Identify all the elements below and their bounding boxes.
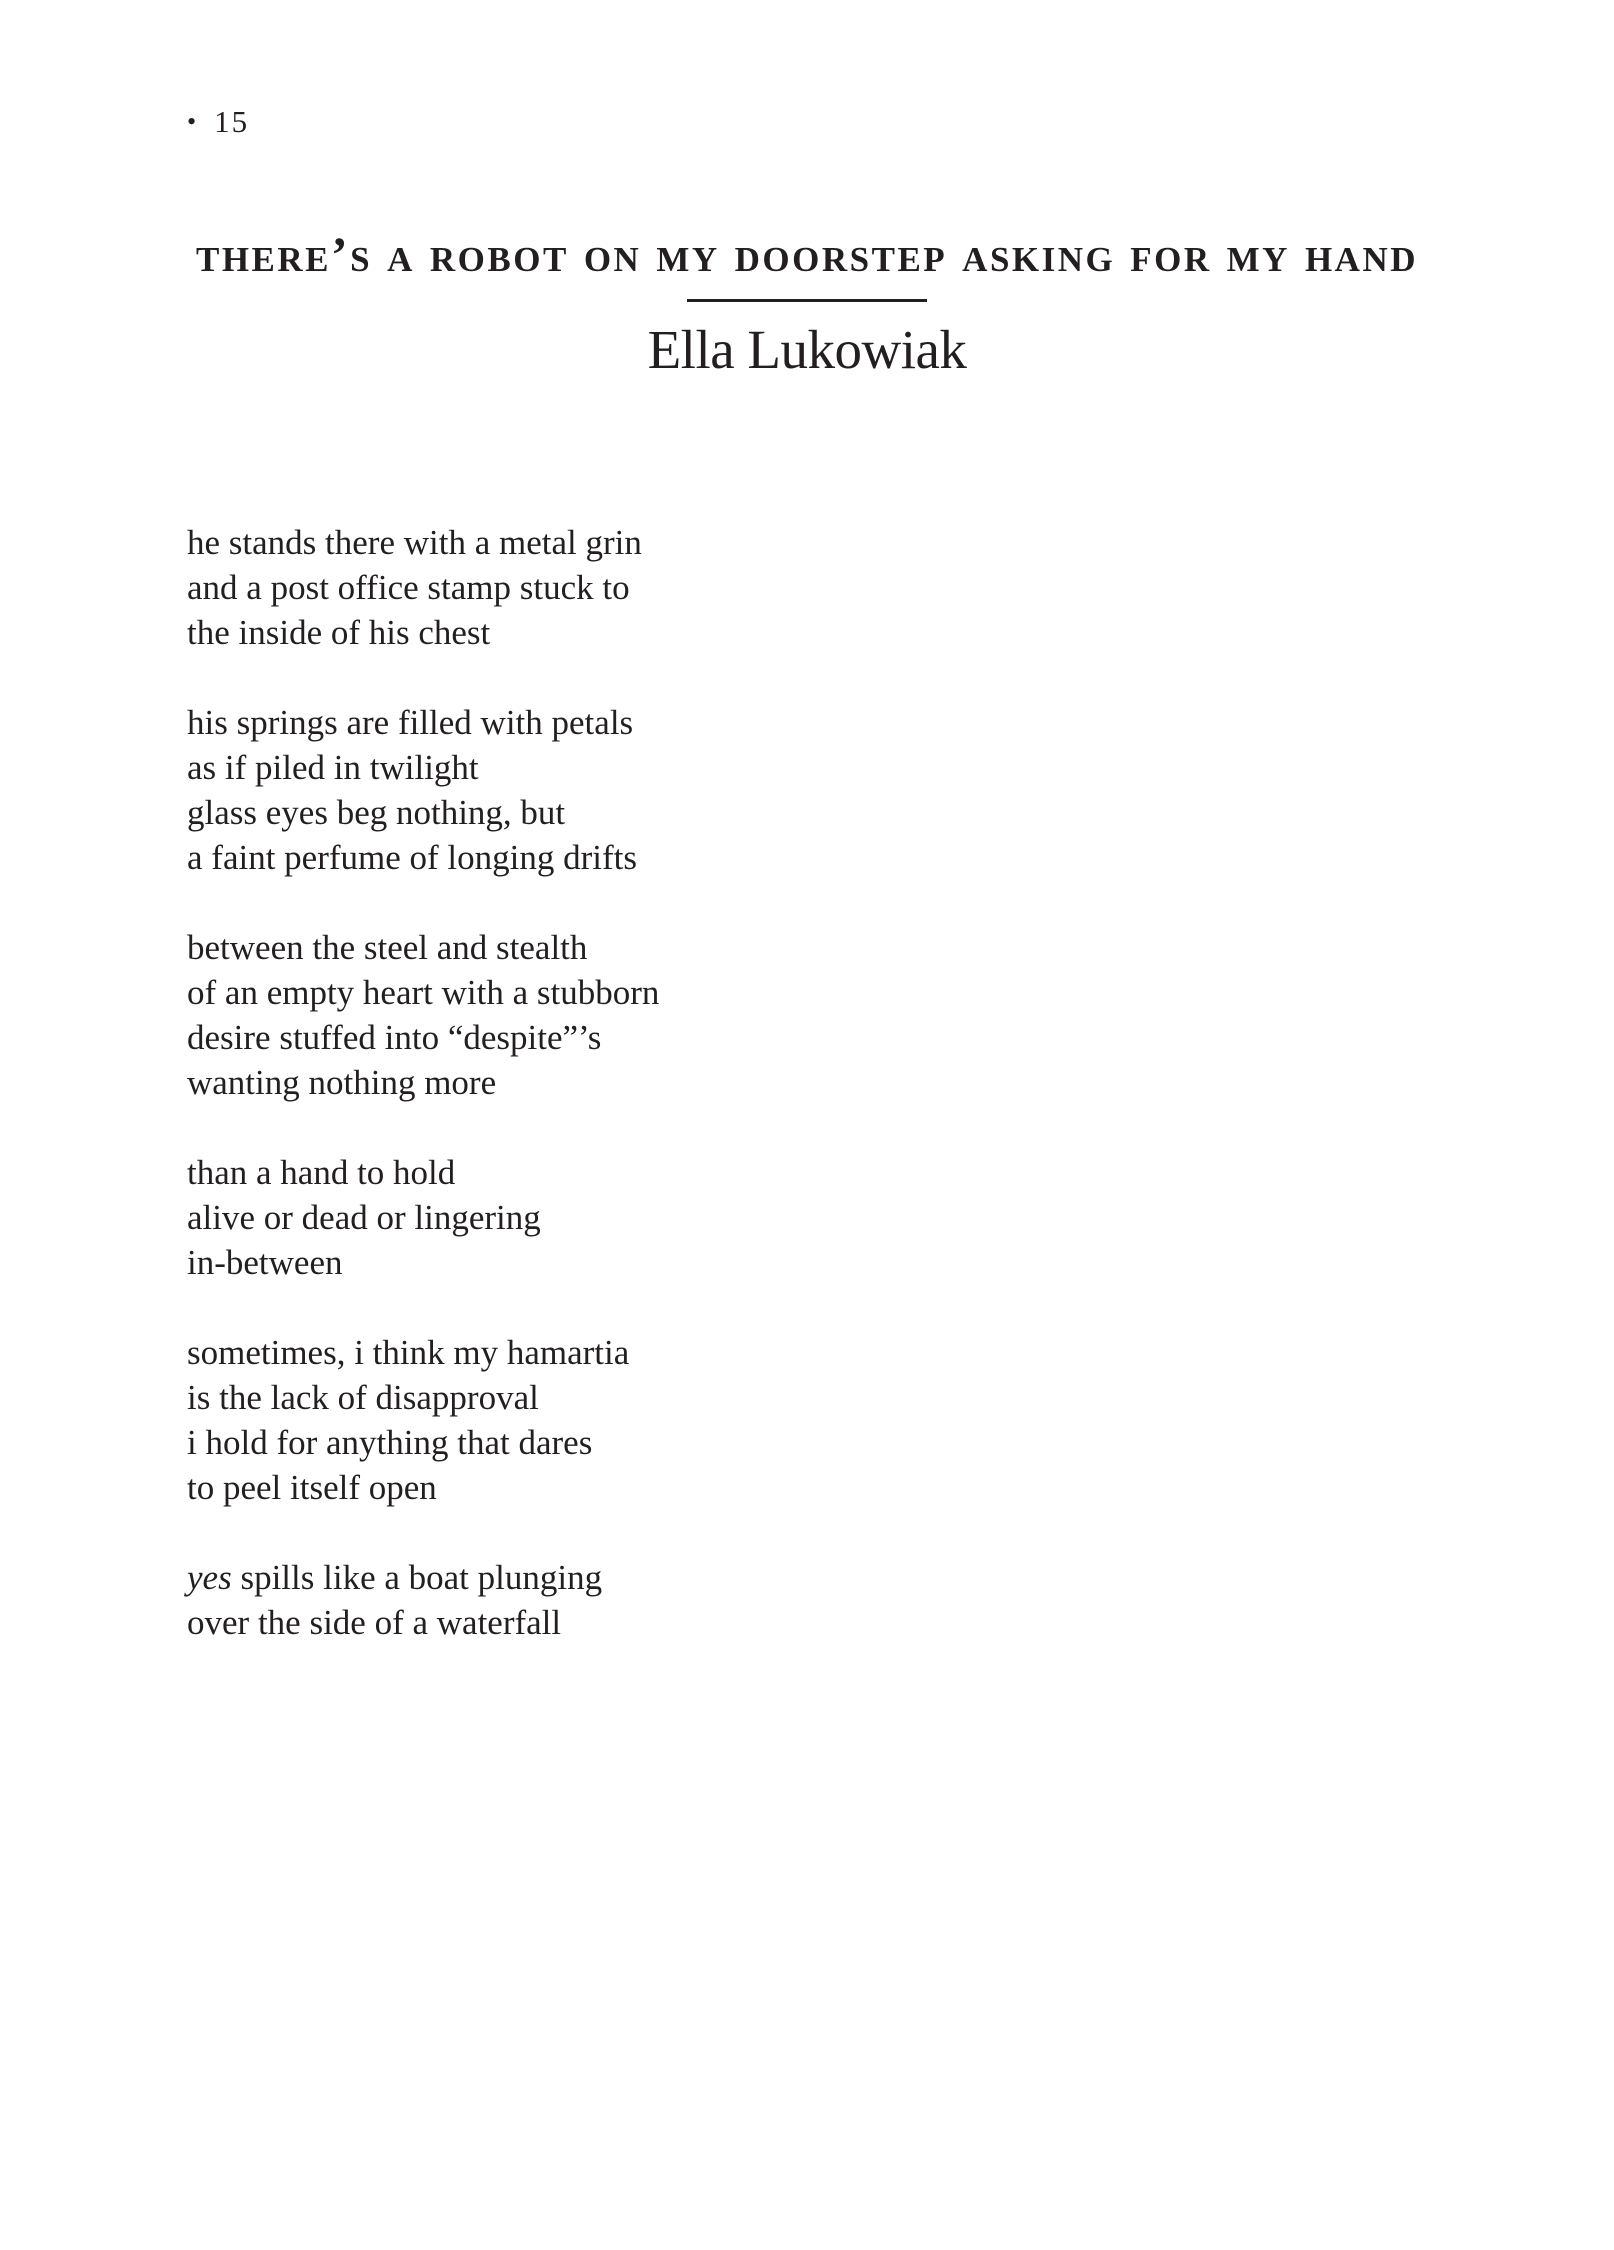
stanza [187, 925, 659, 1105]
poem-line: the inside of his chest [187, 613, 491, 652]
page-number [187, 104, 249, 140]
poem-line: alive or dead or lingering [187, 1198, 541, 1237]
poem-line: glass eyes beg nothing, but [187, 793, 566, 832]
page-number-text: 15 [214, 104, 250, 139]
poem-body [187, 520, 659, 1690]
poem-line: and a post office stamp stuck to [187, 568, 630, 607]
poem-line: between the steel and stealth [187, 928, 588, 967]
stanza [187, 520, 659, 655]
poem-line: in-between [187, 1243, 343, 1282]
stanza [187, 1330, 659, 1510]
poem-line: as if piled in twilight [187, 748, 479, 787]
title-divider [687, 299, 927, 302]
emphasized-word: yes [187, 1558, 232, 1597]
title-block [187, 226, 1427, 382]
poem-line: he stands there with a metal grin [187, 523, 642, 562]
stanza [187, 1150, 659, 1285]
poem-line: is the lack of disapproval [187, 1378, 539, 1417]
bullet-icon: • [187, 107, 199, 136]
poem-line: his springs are filled with petals [187, 703, 634, 742]
stanza-final [187, 1555, 659, 1645]
line-text: spills like a boat plunging [231, 1558, 603, 1597]
poem-line: of an empty heart with a stubborn [187, 973, 660, 1012]
poem-line: wanting nothing more [187, 1063, 497, 1102]
author-name: Ella Lukowiak [647, 319, 967, 380]
poem-line: than a hand to hold [187, 1153, 456, 1192]
poem-line: sometimes, i think my hamartia [187, 1333, 630, 1372]
poem-line: i hold for anything that dares [187, 1423, 593, 1462]
poem-title: there’s a robot on my doorstep asking for my hand [195, 226, 1418, 282]
poem-line: a faint perfume of longing drifts [187, 838, 638, 877]
poem-line: to peel itself open [187, 1468, 437, 1507]
poem-line [187, 1555, 659, 1600]
poem-line: desire stuffed into “despite”’s [187, 1018, 602, 1057]
stanza [187, 700, 659, 880]
poem-line: over the side of a waterfall [187, 1603, 562, 1642]
